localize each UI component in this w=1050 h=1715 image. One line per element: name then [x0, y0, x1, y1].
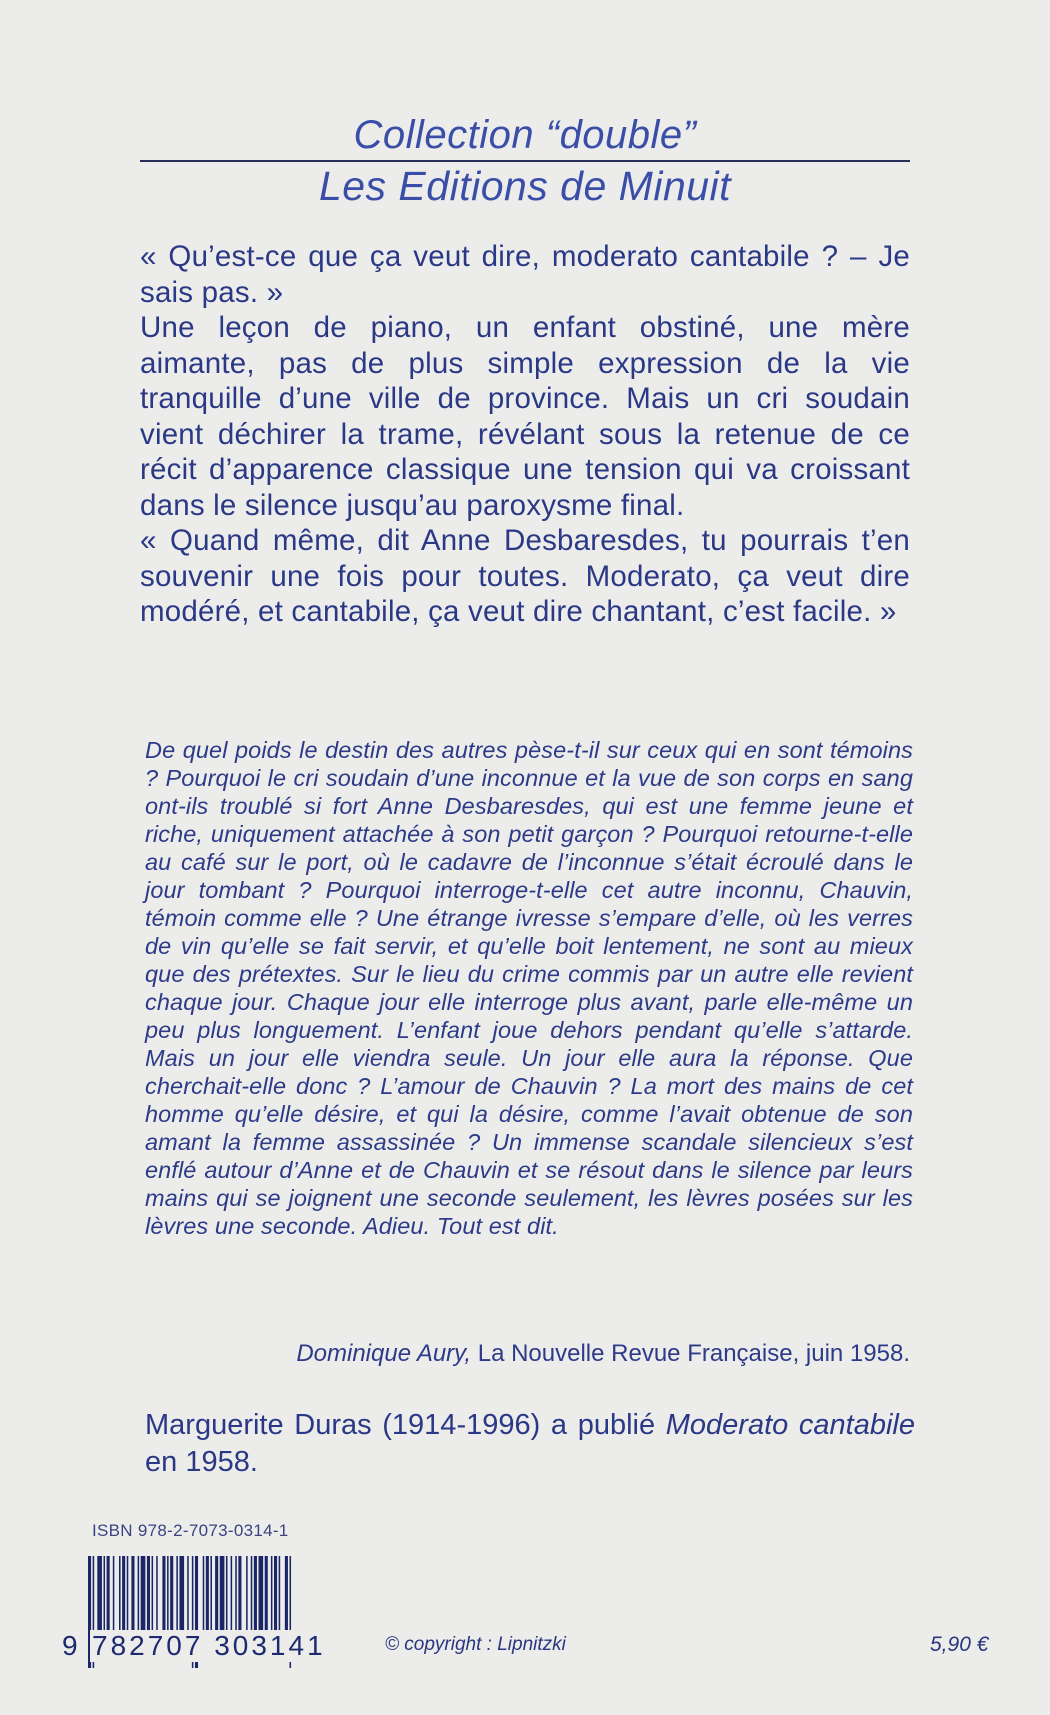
review-text	[145, 736, 913, 1240]
isbn-label: ISBN 978-2-7073-0314-1	[92, 1521, 289, 1540]
photo-copyright: © copyright : Lipnitzki	[385, 1634, 566, 1655]
bio-after: en 1958.	[145, 1446, 258, 1478]
bio-book-title: Moderato cantabile	[665, 1409, 915, 1441]
price-label: 5,90 €	[930, 1633, 989, 1656]
review-paragraph: De quel poids le destin des autres pèse-t-il sur ceux qui en sont témoins ? Pourquoi le cri soudain d’une inconnue et la vue de son corps en sang ont-ils troublé si fort Anne Desbaresdes, qui est une femme jeune et riche, uniquement attachée à son petit garçon ? Pourquoi retourne-t-elle au café sur le port, où le cadavre de l’inconnue s’était écroulé dans le jour tombant ? Pourquoi interroge-t-elle cet autre inconnu, Chauvin, témoin comme elle ? Une étrange ivresse s’empare d’elle, où les verres de vin qu’elle se fait servir, et qu’elle boit lentement, ne sont au mieux que des prétextes. Sur le lieu du crime commis par un autre elle revient chaque jour. Chaque jour elle interroge plus avant, parle elle-même un peu plus longuement. L’enfant joue dehors pendant qu’elle s’attarde. Mais un jour elle viendra seule. Un jour elle aura la réponse. Que cherchait-elle donc ? L’amour de Chauvin ? La mort des mains de cet homme qu’elle désire, et qui la désire, comme l’avait obtenue de son amant la femme assassinée ? Un immense scandale silencieux s’est enflé autour d’Anne et de Chauvin et se résout dans le silence par leurs mains qui se joignent une seconde seulement, les lèvres posées sur les lèvres une seconde. Adieu. Tout est dit.	[145, 737, 913, 1239]
publisher-name: Les Editions de Minuit	[318, 163, 732, 209]
review-attribution	[140, 1340, 910, 1368]
intro-text	[140, 239, 910, 630]
barcode-first-digit: 9	[62, 1630, 81, 1661]
intro-quote-2: « Quand même, dit Anne Desbaresdes, tu pourrais t’en souvenir une fois pour toutes. Moderato, ça veut dire modéré, et cantabile, ça veut dire chantant, c’est facile. »	[140, 524, 910, 628]
review-source: La Nouvelle Revue Française, juin 1958.	[471, 1340, 910, 1367]
bio-before: Marguerite Duras (1914-1996) a publié	[145, 1409, 666, 1441]
review-author: Dominique Aury,	[296, 1340, 472, 1367]
intro-paragraph: Une leçon de piano, un enfant obstiné, une mère aimante, pas de plus simple expression de la vie tranquille d’une ville de province. Mais un cri soudain vient déchirer la trame, révélant sous la retenue de ce récit d’apparence classique une tension qui va croissant dans le silence jusqu’au paroxysme final.	[140, 311, 910, 522]
intro-quote-1: « Qu’est-ce que ça veut dire, moderato cantabile ? – Je sais pas. »	[140, 240, 910, 309]
series-title: Collection “double”	[353, 113, 697, 157]
author-bio	[145, 1407, 915, 1481]
barcode-number: 782707 303141	[92, 1630, 326, 1661]
title-rule	[140, 160, 910, 162]
